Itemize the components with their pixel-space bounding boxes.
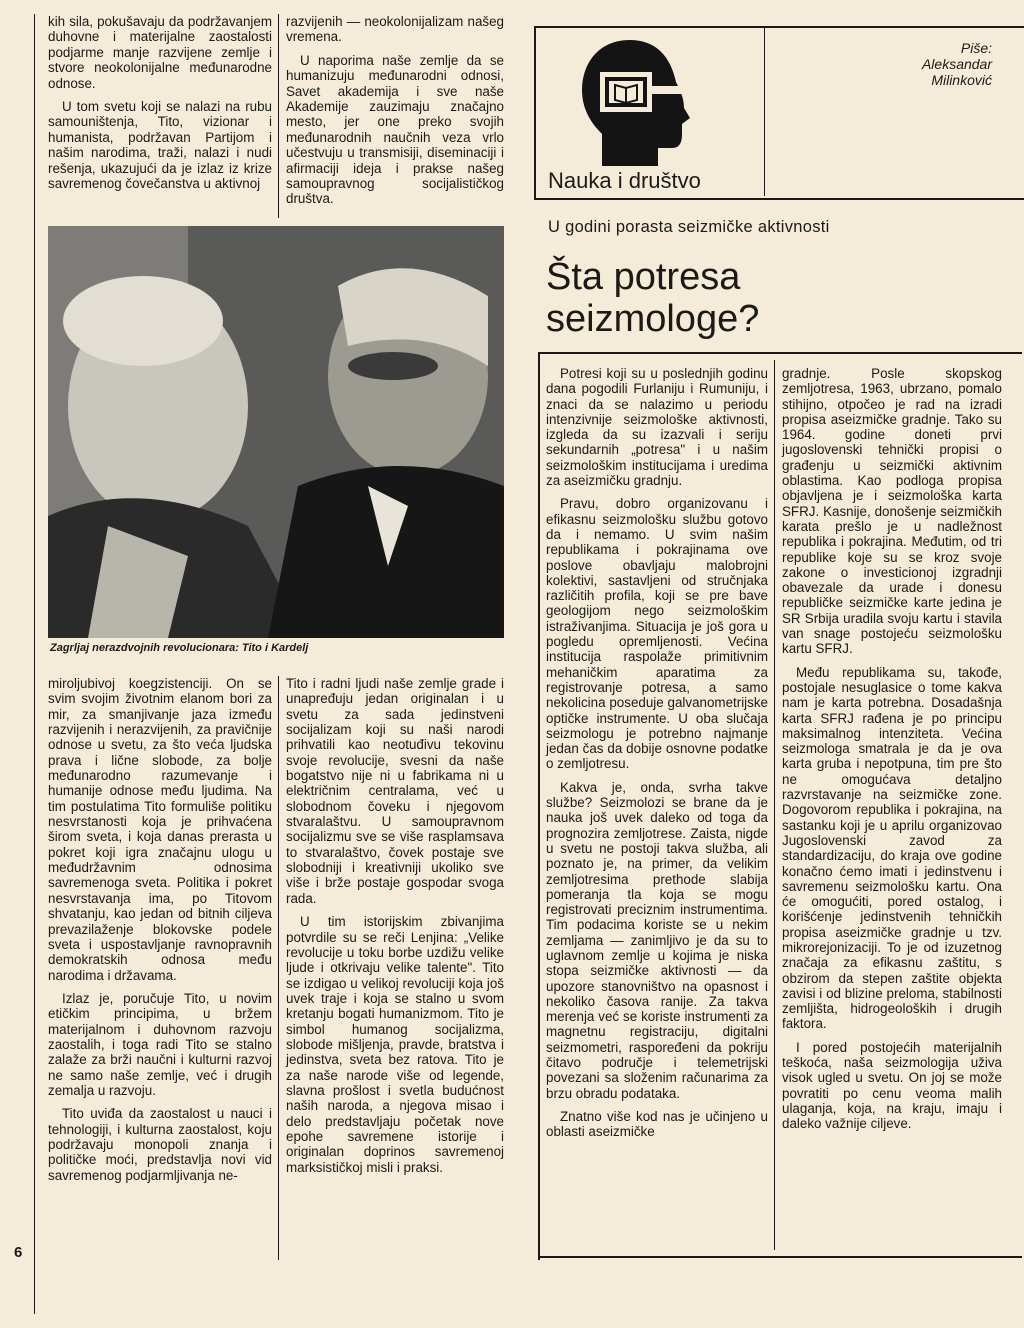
- left-bottom-column: [48, 676, 272, 1191]
- article-left-rule: [538, 352, 540, 1260]
- paragraph: U naporima naše zemlje da se humanizuju međunarodni odnosi, Savet akademija i sve naše Akademije zauzimaju značajno mesto, jer one preko svojih međunarodnih naučnih veza vrlo učestvuju u transmisiji, diseminaciji i afirmaciji ideja i prakse našeg samoupravnog socijalističkog društva.: [286, 52, 504, 207]
- column-rule: [278, 676, 279, 1260]
- byline-label: Piše:: [960, 40, 992, 56]
- article-column-2: [782, 366, 1002, 1140]
- column-rule: [774, 360, 775, 1250]
- article-kicker: U godini porasta seizmičke aktivnosti: [548, 218, 830, 236]
- paragraph: U tim istorijskim zbivanjima potvrdile su se reči Lenjina: „Velike revolucije u toku borbe uzdižu velike ljude i otkrivaju velike talente". Tito se izdigao u velikoj revoluciji koja još uvek traje i koja se stalno u svom kretanju bogati humanizmom. Tito je simbol humanog socijalizma, slobode mišljenja, pravde, bratstva i jedinstva, sveta bez ratova. Tito je za naše narode više od legende, slavna prošlost i svetla budućnost naših naroda, a njegova misao i delo predstavljaju početak nove epohe savremene istorije i originalan doprinos savremenoj marksističkoj misli i praksi.: [286, 914, 504, 1175]
- header-divider: [764, 28, 765, 196]
- page-edge-rule: [34, 14, 35, 1314]
- article-headline: [546, 256, 759, 340]
- middle-top-column: [286, 14, 504, 215]
- paragraph: U tom svetu koji se nalazi na rubu samouništenja, Tito, vizionar i humanista, podržavan Partijom i našim narodima, traži, nalazi i nudi rešenja, ukazujući da je izlaz iz krize savremenog čovečanstva u aktivnoj: [48, 99, 272, 192]
- article-top-rule: [538, 352, 1022, 354]
- author-first-name: Aleksandar: [921, 56, 992, 72]
- paragraph: miroljubivoj koegzistenciji. On se svim svojim životnim elanom bori za mir, za smanjivanje jaza između razvijenih i nerazvijenih, za pravičnije odnose u svetu, za što veća ljudska prava i lične slobode, za bolje međunarodno razumevanje i humanije odnose među ljudima. Na tim postulatima Tito formuliše politiku nesvrstanosti koja je prihvaćena širom sveta, i koja danas prerasta u pokret koji igra značajnu ulogu u međudržavnim odnosima savremenoga sveta. Politika i pokret nesvrstavanja ima, po Titovom shvatanju, kao jedan od bitnih ciljeva prevazilaženje blokovske podele sveta i uspostavljanje ravnopravnih demokratskih odnosa među narodima i državama.: [48, 676, 272, 983]
- middle-bottom-column: [286, 676, 504, 1183]
- paragraph: Tito i radni ljudi naše zemlje grade i unapređuju jedan originalan i u svetu za sada jedinstveni socijalizam koji su naši narodi prihvatili kao neotuđivu tekovinu svoje revolucije, svesni da naše bogatstvo nije ni u fabrikama ni u električnim centralama, već u slobodnom čoveku i njegovom stvaralaštvu. U samoupravnom socijalizmu sve se više rasplamsava to stvaralaštvo, čovek postaje sve slobodniji i kreativniji ukoliko sve više i brže postaje gospodar svoga rada.: [286, 676, 504, 906]
- byline: [780, 40, 992, 88]
- left-top-column: [48, 14, 272, 199]
- paragraph: gradnje. Posle skopskog zemljotresa, 1963, ubrzano, pomalo stihijno, otpočeo je rad na izradi propisa aseizmičke gradnje. Tako su 1964. godine doneti prvi jugoslovenski tehnički propisi o građenju u seizmički aktivnim oblastima. Kao podloga propisa objavljena je i seizmološka karta SFRJ. Kasnije, donošenje seizmičkih karata prešlo je u nadležnost republika i pokrajina. Međutim, od tri republike koje su se kroz svoje zakone o investicionoj izgradnji obavezale da urade i donesu republičke seizmičke karte jedina je SR Srbija uradila svoju kartu i stavila van snage postojeću seizmološku kartu SFRJ.: [782, 366, 1002, 657]
- paragraph: Znatno više kod nas je učinjeno u oblasti aseizmičke: [546, 1108, 768, 1140]
- paragraph: razvijenih — neokolonijalizam našeg vremena.: [286, 14, 504, 45]
- headline-line-1: Šta potresa: [546, 256, 741, 298]
- paragraph: kih sila, pokušavaju da podržavanjem duhovne i materijalne zaostalosti podjarme manje razvijene zemlje i stvore neokolonijalne međunarodne odnose.: [48, 14, 272, 91]
- paragraph: Pravu, dobro organizovanu i efikasnu seizmološku službu gotovo da i nemamo. U svim našim republikama i pokrajinama ove poslove obavljaju malobrojni kolektivi, sastavljeni od stručnjaka različitih profila, koji se pre bave geologijom nego seizmološkim istraživanjima. Situacija je još gora u pogledu opremljenosti. Većina institucija raspolaže primitivnim mehaničkim aparatima za registrovanje potresa, a samo nekolicina poseduje galvanometrijske optičke instrumente. U oba slučaja seizmologu je potrebno najmanje jedan čas da dobije osnovne podatke o zemljotresu.: [546, 496, 768, 772]
- photo-illustration: [48, 226, 504, 638]
- science-head-icon: [580, 38, 700, 173]
- paragraph: Izlaz je, poručuje Tito, u novim etičkim principima, u bržem materijalnom i duhovnom razvoju zaostalih, i toga radi Tito se stalno zalaže za brži naučni i kulturni razvoj ne samo naše zemlje, već i drugih zemalja u razvoju.: [48, 990, 272, 1098]
- headline-line-2: seizmologe?: [546, 298, 760, 340]
- photo-tito-kardelj: [48, 226, 504, 638]
- paragraph: Među republikama su, takođe, postojale nesuglasice o tome kakva nam je karta potrebna. Dosadašnja karta SFRJ rađena je po principu maksimalnog intenziteta. Većina seizmologa smatrala je da je ova karta gruba i nepotpuna, tim pre što ne omogućava detaljno razvrstavanje na seizmičke zone. Dogovorom republika i pokrajina, na sastanku koji je u aprilu organizovao Jugoslovenski zavod za standardizaciju, do kraja ove godine konačno ćemo imati i jedinstvenu i savremenu seizmološku kartu. Ona će omogućiti, pored ostalog, i korišćenje jedinstvenih tehničkih propisa aseizmičke gradnje u tzv. mikrorejonizaciji. To je od izuzetnog značaja za efikasnu zaštitu, s obzirom da stepen zaštite objekta zavisi i od blizine preloma, stabilnosti zemljišta, hidrogeoloških i drugih faktora.: [782, 664, 1002, 1032]
- page-number: 6: [14, 1244, 23, 1261]
- section-name: Nauka i društvo: [548, 168, 701, 193]
- photo-caption: Zagrljaj nerazdvojnih revolucionara: Tito i Kardelj: [50, 642, 309, 654]
- article-bottom-rule: [538, 1256, 1022, 1258]
- paragraph: Tito uviđa da zaostalost u nauci i tehnologiji, i kulturna zaostalost, koju podržavaju monopoli znanja i političke moći, predstavlja novi vid savremenog podjarmljivanja ne-: [48, 1106, 272, 1183]
- paragraph: Kakva je, onda, svrha takve službe? Seizmolozi se brane da je nauka još uvek daleko od toga da prognozira zemljotrese. Zaista, nigde u svetu ne postoji takva služba, ali poznato je, na primer, da velikim zemljotresima prethode slabija pomeranja tla koja se mogu registrovati preciznim instrumentima. Tim podacima koriste se u nekim zemljama — zanimljivo je da su to uglavnom zemlje u kojima je niska stopa seizmičke aktivnosti — da upozore stanovništvo na opasnost i nekoliko časova ranije. Za takva merenja već se koriste instrumenti za magnetnu registraciju, digitalni seizmometri, raspoređeni da pokriju čitavo područje i telemetrijski povezani sa složenim računarima za brzu obradu podataka.: [546, 779, 768, 1101]
- column-rule: [278, 14, 279, 218]
- paragraph: I pored postojećih materijalnih teškoća, naša seizmologija uživa visok ugled u svetu. On joj se može povratiti po cenu veoma malih ulaganja, koja, na kraju, imaju i daleko važnije ciljeve.: [782, 1039, 1002, 1132]
- article-column-1: [546, 366, 768, 1148]
- author-last-name: Milinković: [931, 72, 992, 88]
- paragraph: Potresi koji su u poslednjih godinu dana pogodili Furlaniju i Rumuniju, i znaci da se nalazimo u periodu intenzivnije seizmološke aktivnosti, izgleda da su izazvali i seriju sekundarnih „potresa" i u našim seizmološkim institucijama i uredima za aseizmičku gradnju.: [546, 366, 768, 489]
